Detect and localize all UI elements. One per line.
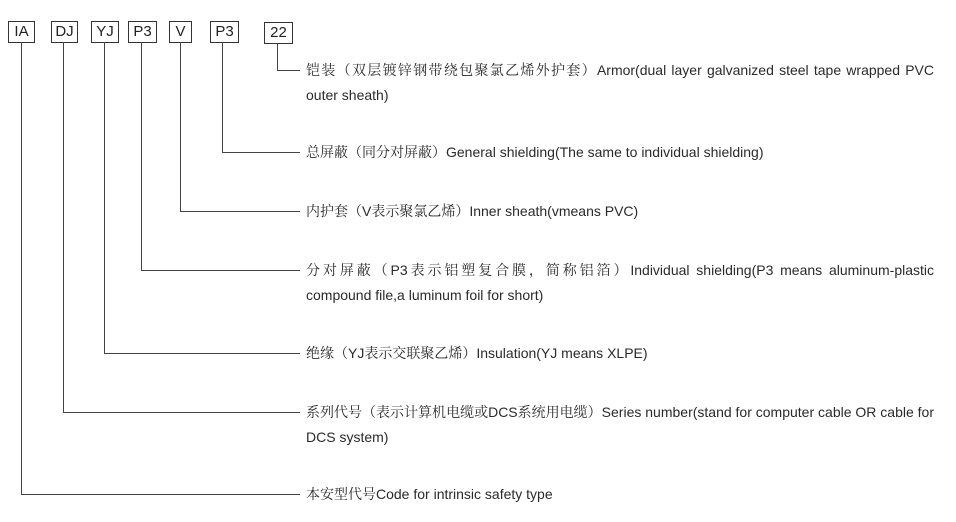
connector-p3-individual [142, 42, 301, 271]
description-inner-sheath: 内护套（V表示聚氯乙烯）Inner sheath(vmeans PVC) [306, 203, 639, 219]
connector-p3-general [223, 42, 301, 153]
description-insulation: 绝缘（YJ表示交联聚乙烯）Insulation(YJ means XLPE) [306, 345, 648, 361]
connector-yj [105, 42, 301, 354]
description-series-number: 系列代号（表示计算机电缆或DCS系统用电缆）Series number(stand for computer cable OR cable for DCS system) [306, 404, 934, 445]
description-armor: 铠装（双层镀锌钢带绕包聚氯乙烯外护套）Armor(dual layer galvanized steel tape wrapped PVC outer sheath) [306, 62, 934, 103]
code-box-dj: DJ [51, 21, 78, 43]
code-box-v: V [169, 21, 192, 43]
connector-dj [64, 42, 301, 413]
code-box-p3-individual: P3 [128, 21, 157, 43]
code-box-yj: YJ [91, 21, 119, 43]
connector-22 [278, 43, 301, 71]
code-box-p3-general: P3 [210, 21, 239, 43]
connector-v [181, 42, 301, 212]
code-box-22: 22 [264, 22, 293, 44]
description-intrinsic-safety-code: 本安型代号Code for intrinsic safety type [306, 486, 553, 502]
description-individual-shielding: 分对屏蔽（P3表示铝塑复合膜，简称铝箔）Individual shielding(P3 means aluminum-plastic compound file,a luminum foil for short) [306, 262, 934, 303]
description-general-shielding: 总屏蔽（同分对屏蔽）General shielding(The same to individual shielding) [306, 144, 764, 160]
code-box-ia: IA [8, 21, 35, 43]
